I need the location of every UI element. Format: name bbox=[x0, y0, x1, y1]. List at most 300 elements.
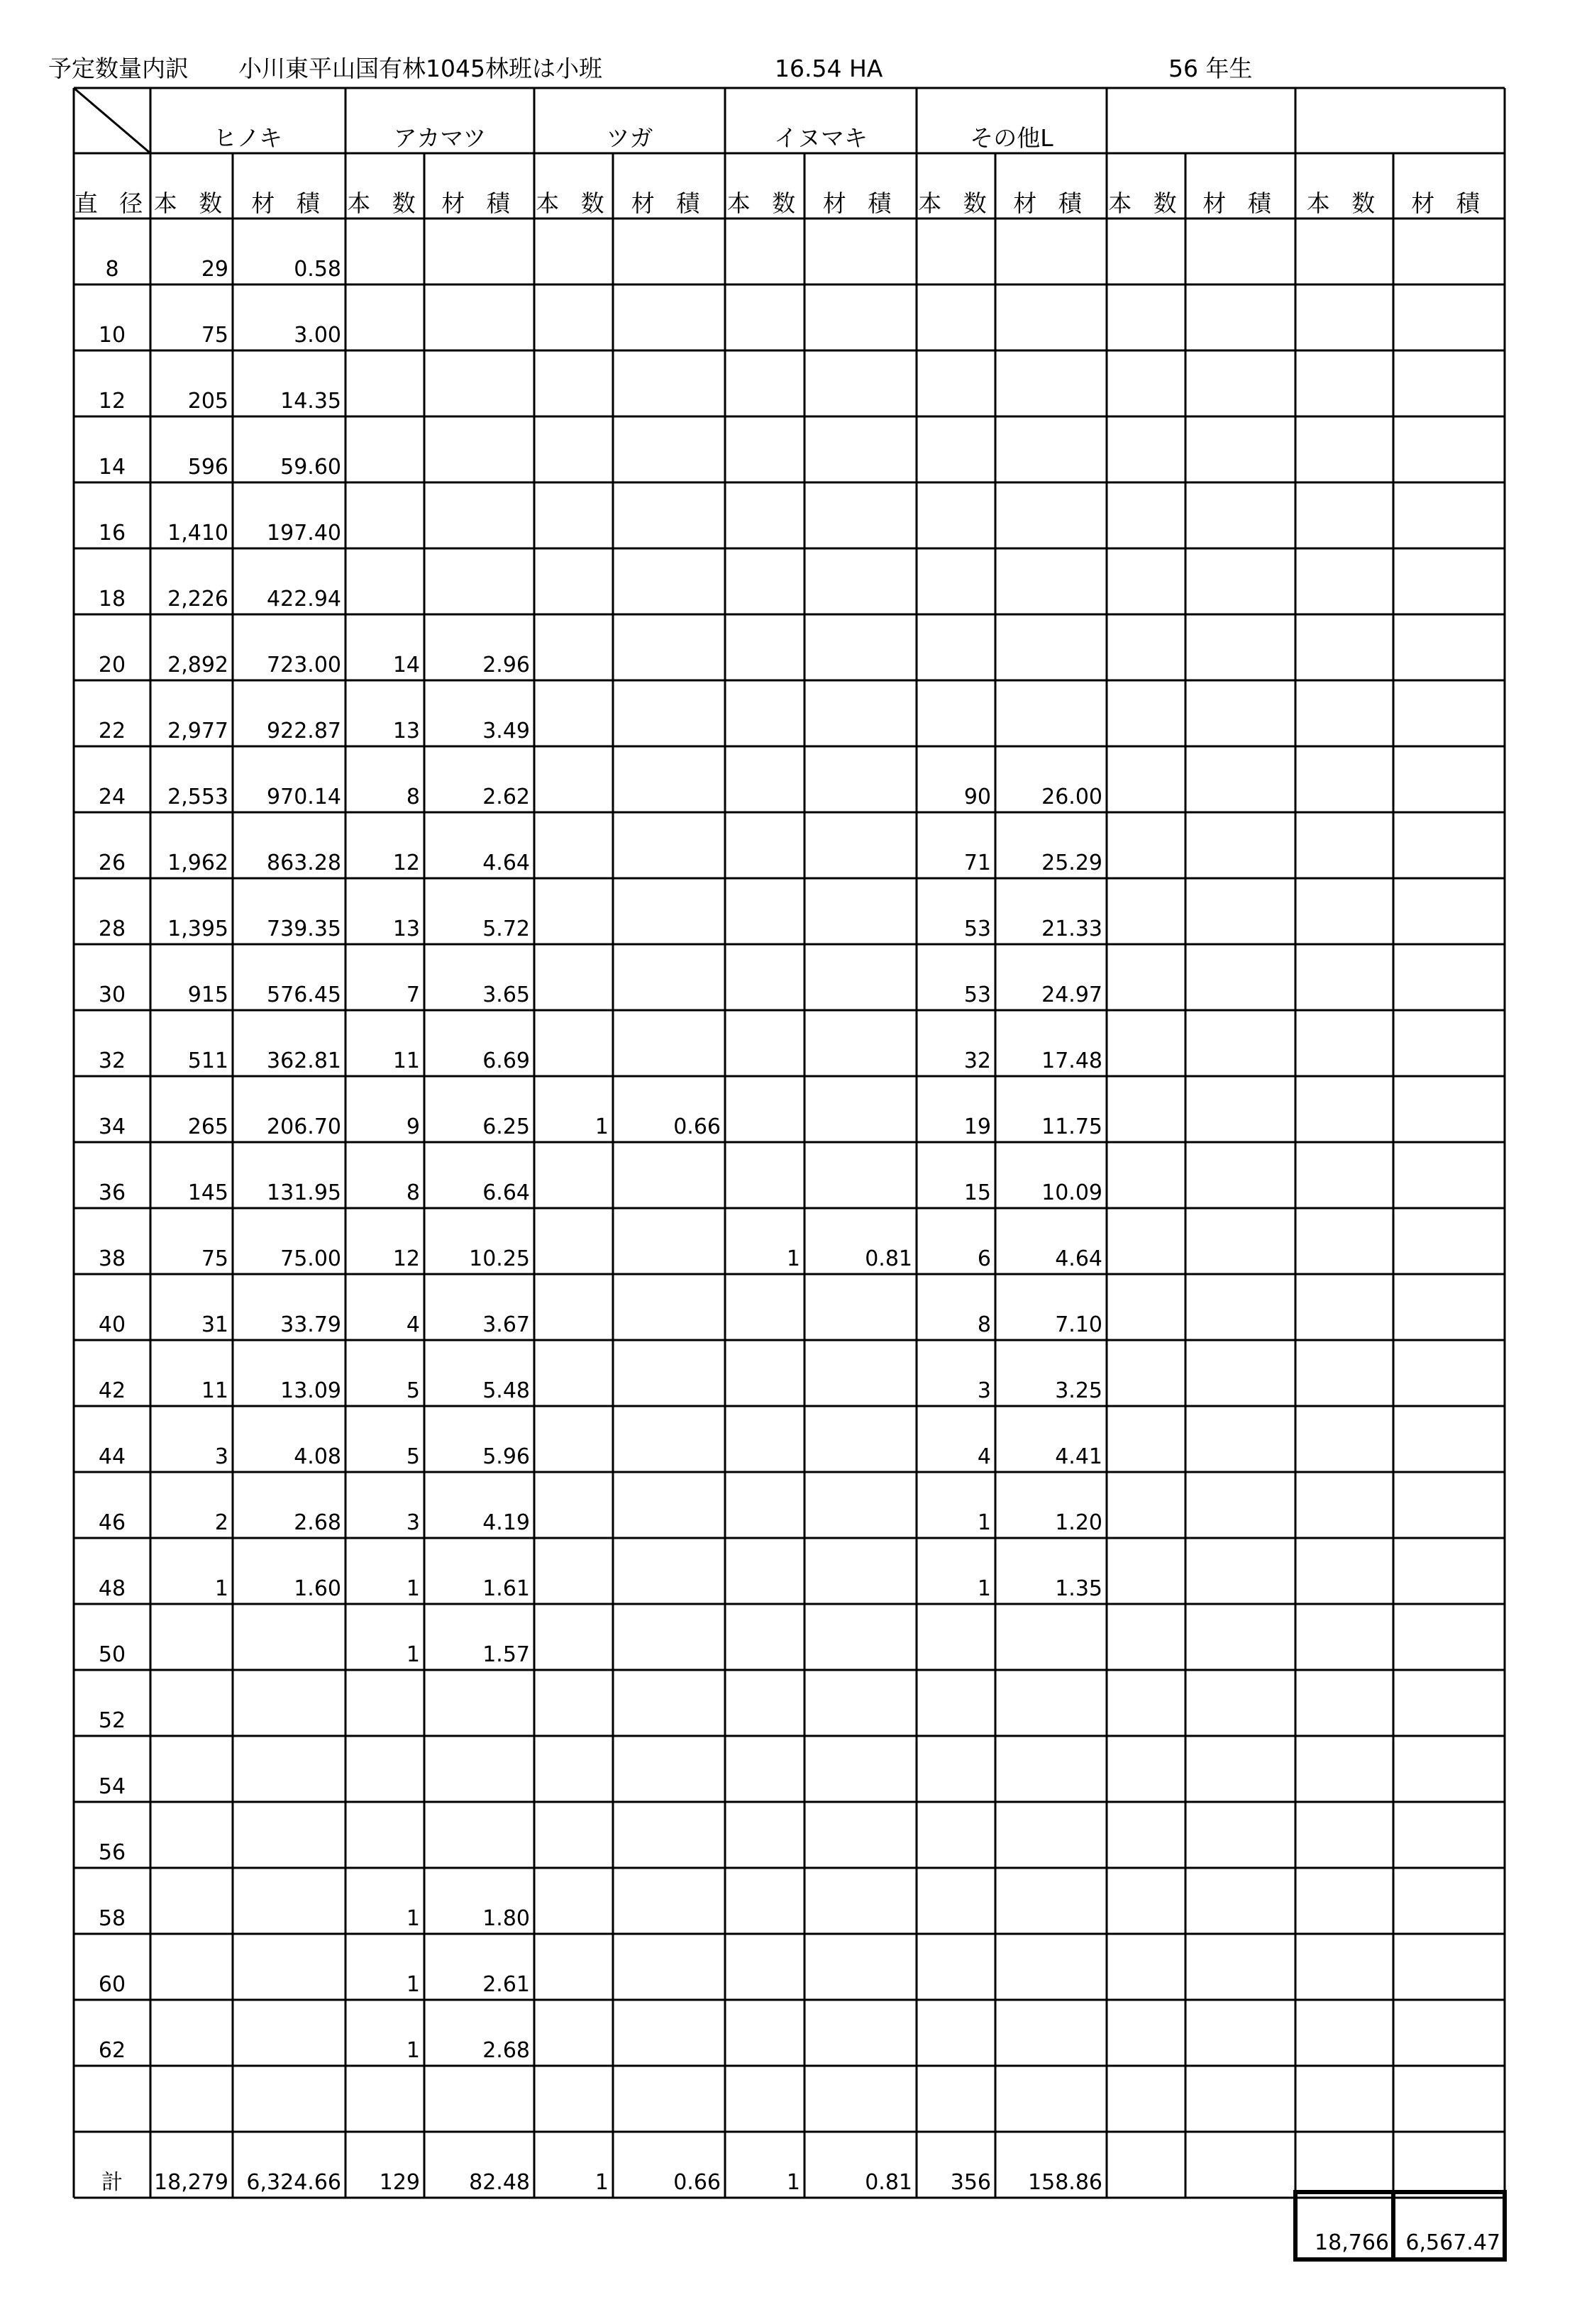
total-count-cell: 18,279 bbox=[154, 2170, 228, 2195]
volume-cell bbox=[1393, 416, 1505, 482]
count-cell bbox=[1107, 680, 1185, 746]
count-cell: 12 bbox=[392, 1246, 420, 1271]
count-cell: 15 bbox=[963, 1180, 991, 1205]
count-cell bbox=[534, 284, 613, 350]
volume-cell bbox=[613, 1208, 725, 1274]
volume-cell bbox=[995, 1868, 1107, 1934]
volume-cell bbox=[1393, 1076, 1505, 1142]
volume-cell bbox=[1185, 2066, 1295, 2132]
count-cell bbox=[1295, 746, 1393, 812]
count-cell bbox=[150, 1868, 233, 1934]
diameter-cell: 32 bbox=[98, 1048, 126, 1073]
count-cell bbox=[917, 218, 995, 284]
count-cell bbox=[725, 1934, 804, 2000]
count-cell bbox=[1107, 1868, 1185, 1934]
count-cell: 31 bbox=[201, 1312, 228, 1337]
count-cell bbox=[534, 1670, 613, 1736]
count-cell: 71 bbox=[963, 851, 991, 875]
grand-total-volume: 6,567.47 bbox=[1405, 2230, 1500, 2255]
volume-cell bbox=[804, 1076, 917, 1142]
count-cell bbox=[1107, 2066, 1185, 2132]
volume-cell bbox=[613, 1868, 725, 1934]
diameter-cell: 14 bbox=[98, 455, 126, 480]
diameter-cell: 12 bbox=[98, 389, 126, 414]
volume-cell bbox=[613, 1340, 725, 1406]
count-cell: 3 bbox=[977, 1378, 991, 1403]
volume-cell: 1.35 bbox=[1055, 1576, 1102, 1601]
volume-cell bbox=[804, 1670, 917, 1736]
volume-cell: 922.87 bbox=[267, 719, 341, 743]
volume-cell bbox=[804, 1010, 917, 1076]
volume-cell bbox=[804, 614, 917, 680]
count-cell bbox=[917, 1604, 995, 1670]
volume-cell bbox=[1393, 1802, 1505, 1868]
count-cell bbox=[1107, 218, 1185, 284]
count-cell bbox=[917, 416, 995, 482]
diameter-cell: 44 bbox=[98, 1444, 126, 1469]
volume-cell bbox=[424, 548, 534, 614]
diameter-cell: 60 bbox=[98, 1972, 126, 1997]
species-header: イヌマキ bbox=[774, 124, 868, 152]
volume-cell bbox=[995, 284, 1107, 350]
count-header: 本 数 bbox=[918, 189, 994, 217]
volume-cell: 422.94 bbox=[267, 587, 341, 612]
volume-header: 材 積 bbox=[1202, 189, 1278, 217]
volume-cell bbox=[1393, 218, 1505, 284]
volume-cell bbox=[995, 482, 1107, 548]
count-cell bbox=[150, 1670, 233, 1736]
count-cell: 2,892 bbox=[167, 653, 228, 677]
volume-cell: 7.10 bbox=[1055, 1312, 1102, 1337]
volume-cell bbox=[995, 1604, 1107, 1670]
count-cell bbox=[1295, 1406, 1393, 1472]
volume-cell bbox=[424, 2066, 534, 2132]
count-cell bbox=[725, 2000, 804, 2066]
count-cell bbox=[1295, 548, 1393, 614]
volume-cell bbox=[1393, 1142, 1505, 1208]
volume-cell bbox=[424, 284, 534, 350]
count-cell: 2 bbox=[214, 1510, 228, 1535]
volume-cell: 863.28 bbox=[267, 851, 341, 875]
total-count-cell: 1 bbox=[786, 2170, 800, 2195]
volume-cell bbox=[424, 218, 534, 284]
count-cell bbox=[917, 1670, 995, 1736]
count-cell bbox=[725, 2066, 804, 2132]
volume-cell: 197.40 bbox=[267, 521, 341, 546]
volume-cell bbox=[1393, 1472, 1505, 1538]
volume-cell bbox=[613, 1604, 725, 1670]
volume-cell bbox=[1185, 1670, 1295, 1736]
diameter-cell: 34 bbox=[98, 1114, 126, 1139]
count-cell: 11 bbox=[201, 1378, 228, 1403]
volume-cell: 1.20 bbox=[1055, 1510, 1102, 1535]
count-cell: 205 bbox=[187, 389, 228, 414]
count-cell bbox=[725, 350, 804, 416]
volume-cell bbox=[1393, 614, 1505, 680]
volume-header: 材 積 bbox=[441, 189, 517, 217]
count-header: 本 数 bbox=[536, 189, 612, 217]
volume-cell bbox=[613, 878, 725, 944]
count-cell bbox=[725, 1010, 804, 1076]
count-cell: 265 bbox=[187, 1114, 228, 1139]
volume-cell: 2.62 bbox=[482, 785, 530, 809]
volume-cell bbox=[233, 1736, 345, 1802]
count-cell bbox=[345, 416, 424, 482]
count-cell: 75 bbox=[201, 1246, 228, 1271]
count-cell bbox=[917, 2000, 995, 2066]
volume-cell bbox=[1185, 2000, 1295, 2066]
volume-cell: 4.41 bbox=[1055, 1444, 1102, 1469]
count-cell bbox=[1295, 1340, 1393, 1406]
count-cell bbox=[1107, 746, 1185, 812]
count-cell: 1 bbox=[214, 1576, 228, 1601]
volume-cell bbox=[1393, 1670, 1505, 1736]
count-cell bbox=[345, 1670, 424, 1736]
volume-cell bbox=[1185, 878, 1295, 944]
count-cell: 4 bbox=[406, 1312, 420, 1337]
count-cell bbox=[1295, 1604, 1393, 1670]
volume-cell bbox=[804, 812, 917, 878]
volume-cell bbox=[1185, 416, 1295, 482]
count-cell bbox=[150, 2000, 233, 2066]
count-cell: 915 bbox=[187, 983, 228, 1007]
volume-cell: 1.60 bbox=[294, 1576, 341, 1601]
count-cell bbox=[917, 350, 995, 416]
count-header: 本 数 bbox=[1306, 189, 1383, 217]
count-cell: 7 bbox=[406, 983, 420, 1007]
diameter-cell: 28 bbox=[98, 917, 126, 941]
count-cell bbox=[345, 482, 424, 548]
count-cell bbox=[345, 2066, 424, 2132]
volume-cell bbox=[804, 482, 917, 548]
count-cell: 3 bbox=[406, 1510, 420, 1535]
volume-cell: 10.09 bbox=[1041, 1180, 1102, 1205]
count-cell bbox=[1107, 1208, 1185, 1274]
volume-cell: 206.70 bbox=[267, 1114, 341, 1139]
count-header: 本 数 bbox=[347, 189, 423, 217]
volume-cell: 2.61 bbox=[482, 1972, 530, 1997]
forest-location: 小川東平山国有林1045林班は小班 bbox=[238, 55, 602, 82]
stand-age: 56 年生 bbox=[1168, 55, 1253, 82]
volume-cell bbox=[1393, 1538, 1505, 1604]
count-cell bbox=[725, 1076, 804, 1142]
volume-cell bbox=[804, 878, 917, 944]
volume-cell: 131.95 bbox=[267, 1180, 341, 1205]
grand-total-count: 18,766 bbox=[1315, 2230, 1389, 2255]
volume-cell: 4.08 bbox=[294, 1444, 341, 1469]
volume-cell: 3.00 bbox=[294, 323, 341, 348]
volume-cell bbox=[1393, 680, 1505, 746]
count-cell bbox=[917, 548, 995, 614]
volume-cell bbox=[1393, 350, 1505, 416]
total-count-cell: 356 bbox=[950, 2170, 991, 2195]
diameter-cell: 58 bbox=[98, 1906, 126, 1931]
volume-cell bbox=[613, 812, 725, 878]
diameter-cell: 36 bbox=[98, 1180, 126, 1205]
volume-cell bbox=[424, 1802, 534, 1868]
count-cell: 1 bbox=[594, 1114, 609, 1139]
count-cell bbox=[534, 680, 613, 746]
count-cell bbox=[534, 1736, 613, 1802]
volume-cell bbox=[1185, 1274, 1295, 1340]
volume-cell bbox=[804, 1142, 917, 1208]
count-cell bbox=[1295, 1472, 1393, 1538]
count-cell bbox=[725, 1472, 804, 1538]
total-count-cell bbox=[1295, 2132, 1393, 2198]
volume-cell bbox=[804, 2066, 917, 2132]
volume-cell bbox=[804, 1538, 917, 1604]
count-cell bbox=[1295, 1670, 1393, 1736]
volume-cell bbox=[613, 218, 725, 284]
count-cell bbox=[1107, 614, 1185, 680]
count-cell: 1 bbox=[406, 1906, 420, 1931]
volume-cell bbox=[1393, 746, 1505, 812]
volume-cell bbox=[804, 416, 917, 482]
volume-cell bbox=[995, 548, 1107, 614]
volume-cell bbox=[1393, 878, 1505, 944]
volume-header: 材 積 bbox=[631, 189, 707, 217]
count-cell bbox=[917, 680, 995, 746]
count-cell bbox=[534, 1802, 613, 1868]
volume-cell bbox=[613, 350, 725, 416]
total-volume-cell: 158.86 bbox=[1028, 2170, 1102, 2195]
volume-header: 材 積 bbox=[251, 189, 327, 217]
count-cell bbox=[917, 482, 995, 548]
count-cell: 1 bbox=[406, 1642, 420, 1667]
volume-cell: 576.45 bbox=[267, 983, 341, 1007]
count-cell: 13 bbox=[392, 719, 420, 743]
count-cell bbox=[1295, 878, 1393, 944]
diameter-cell: 22 bbox=[98, 719, 126, 743]
total-count-cell: 129 bbox=[379, 2170, 420, 2195]
volume-cell bbox=[1393, 1868, 1505, 1934]
count-cell: 1,962 bbox=[167, 851, 228, 875]
count-cell bbox=[917, 284, 995, 350]
count-cell bbox=[1295, 350, 1393, 416]
volume-cell bbox=[995, 218, 1107, 284]
volume-cell bbox=[995, 350, 1107, 416]
volume-cell bbox=[613, 1736, 725, 1802]
document-title: 予定数量内訳 bbox=[48, 55, 189, 82]
volume-cell bbox=[613, 1538, 725, 1604]
volume-cell bbox=[424, 350, 534, 416]
count-cell: 6 bbox=[977, 1246, 991, 1271]
volume-cell bbox=[995, 1670, 1107, 1736]
count-cell: 1,395 bbox=[167, 917, 228, 941]
total-volume-cell bbox=[1185, 2132, 1295, 2198]
count-cell: 1 bbox=[406, 2038, 420, 2063]
count-cell: 5 bbox=[406, 1378, 420, 1403]
volume-cell: 4.19 bbox=[482, 1510, 530, 1535]
count-cell bbox=[1295, 1076, 1393, 1142]
volume-cell: 2.68 bbox=[294, 1510, 341, 1535]
diameter-cell: 30 bbox=[98, 983, 126, 1007]
total-count-cell bbox=[1107, 2132, 1185, 2198]
count-cell: 2,553 bbox=[167, 785, 228, 809]
count-cell bbox=[345, 1736, 424, 1802]
volume-cell: 24.97 bbox=[1041, 983, 1102, 1007]
count-cell bbox=[1107, 878, 1185, 944]
volume-cell: 0.81 bbox=[865, 1246, 912, 1271]
volume-cell: 33.79 bbox=[280, 1312, 341, 1337]
count-cell bbox=[534, 614, 613, 680]
volume-cell bbox=[1185, 1340, 1295, 1406]
volume-cell bbox=[424, 1736, 534, 1802]
volume-cell: 21.33 bbox=[1041, 917, 1102, 941]
count-cell bbox=[1107, 1472, 1185, 1538]
volume-cell bbox=[804, 284, 917, 350]
diameter-cell: 20 bbox=[98, 653, 126, 677]
volume-cell: 26.00 bbox=[1041, 785, 1102, 809]
volume-cell bbox=[804, 2000, 917, 2066]
count-cell: 1 bbox=[406, 1576, 420, 1601]
volume-cell bbox=[804, 350, 917, 416]
volume-cell bbox=[613, 416, 725, 482]
count-cell bbox=[150, 1802, 233, 1868]
count-cell bbox=[534, 1604, 613, 1670]
diameter-cell: 26 bbox=[98, 851, 126, 875]
count-cell bbox=[534, 1934, 613, 2000]
count-cell bbox=[534, 1208, 613, 1274]
volume-cell: 1.61 bbox=[482, 1576, 530, 1601]
count-cell bbox=[1107, 350, 1185, 416]
volume-cell bbox=[1185, 1472, 1295, 1538]
count-cell bbox=[1107, 1802, 1185, 1868]
volume-cell bbox=[995, 1802, 1107, 1868]
count-cell bbox=[725, 1340, 804, 1406]
count-cell bbox=[534, 1274, 613, 1340]
count-cell bbox=[917, 1802, 995, 1868]
volume-cell bbox=[804, 1406, 917, 1472]
count-cell: 90 bbox=[963, 785, 991, 809]
volume-cell bbox=[233, 1670, 345, 1736]
count-cell bbox=[725, 878, 804, 944]
volume-cell: 5.96 bbox=[482, 1444, 530, 1469]
count-cell bbox=[345, 1802, 424, 1868]
volume-cell bbox=[1393, 1010, 1505, 1076]
count-cell bbox=[534, 548, 613, 614]
diameter-cell: 10 bbox=[98, 323, 126, 348]
volume-cell bbox=[424, 416, 534, 482]
volume-cell bbox=[1185, 1604, 1295, 1670]
volume-cell: 3.65 bbox=[482, 983, 530, 1007]
count-cell bbox=[534, 1010, 613, 1076]
volume-cell bbox=[613, 2066, 725, 2132]
volume-cell bbox=[1185, 1406, 1295, 1472]
volume-cell bbox=[613, 680, 725, 746]
volume-cell bbox=[1185, 1934, 1295, 2000]
volume-cell: 25.29 bbox=[1041, 851, 1102, 875]
count-cell bbox=[1107, 1010, 1185, 1076]
count-cell: 8 bbox=[406, 785, 420, 809]
volume-cell bbox=[1185, 218, 1295, 284]
volume-cell bbox=[804, 680, 917, 746]
count-cell bbox=[1107, 1406, 1185, 1472]
corner-diagonal-line bbox=[74, 88, 150, 153]
count-cell bbox=[917, 2066, 995, 2132]
count-cell bbox=[150, 1736, 233, 1802]
count-cell bbox=[1295, 1868, 1393, 1934]
volume-cell bbox=[613, 1142, 725, 1208]
volume-cell bbox=[1393, 284, 1505, 350]
count-cell bbox=[1107, 1934, 1185, 2000]
count-cell bbox=[917, 1934, 995, 2000]
volume-cell bbox=[1393, 2000, 1505, 2066]
count-cell bbox=[1295, 812, 1393, 878]
volume-cell bbox=[613, 1406, 725, 1472]
volume-cell: 14.35 bbox=[280, 389, 341, 414]
volume-cell bbox=[1185, 1076, 1295, 1142]
volume-header: 材 積 bbox=[1013, 189, 1089, 217]
volume-cell bbox=[1185, 1142, 1295, 1208]
volume-cell bbox=[804, 944, 917, 1010]
diameter-cell: 18 bbox=[98, 587, 126, 612]
volume-cell bbox=[613, 284, 725, 350]
count-cell bbox=[150, 1604, 233, 1670]
count-cell bbox=[1295, 284, 1393, 350]
volume-cell bbox=[1393, 812, 1505, 878]
count-cell bbox=[725, 614, 804, 680]
count-cell bbox=[1107, 1076, 1185, 1142]
volume-cell: 3.49 bbox=[482, 719, 530, 743]
count-cell bbox=[1107, 482, 1185, 548]
volume-cell bbox=[613, 1472, 725, 1538]
volume-cell bbox=[804, 1604, 917, 1670]
count-cell bbox=[1107, 812, 1185, 878]
count-cell bbox=[534, 218, 613, 284]
volume-cell: 11.75 bbox=[1041, 1114, 1102, 1139]
volume-cell bbox=[1185, 284, 1295, 350]
volume-cell bbox=[613, 944, 725, 1010]
count-cell bbox=[534, 416, 613, 482]
total-label: 計 bbox=[101, 2170, 123, 2195]
count-cell: 1 bbox=[977, 1510, 991, 1535]
volume-cell bbox=[804, 1802, 917, 1868]
count-cell bbox=[1295, 2000, 1393, 2066]
volume-cell bbox=[613, 1934, 725, 2000]
volume-cell bbox=[424, 1670, 534, 1736]
count-cell bbox=[534, 746, 613, 812]
volume-cell: 10.25 bbox=[469, 1246, 530, 1271]
volume-cell bbox=[613, 1670, 725, 1736]
volume-cell bbox=[233, 1604, 345, 1670]
count-cell bbox=[1107, 284, 1185, 350]
count-cell bbox=[345, 548, 424, 614]
volume-cell bbox=[804, 1868, 917, 1934]
species-header bbox=[1295, 88, 1505, 154]
count-cell bbox=[725, 1142, 804, 1208]
count-cell bbox=[1107, 2000, 1185, 2066]
count-cell bbox=[725, 812, 804, 878]
diameter-cell: 38 bbox=[98, 1246, 126, 1271]
count-cell bbox=[1295, 1010, 1393, 1076]
count-cell bbox=[1295, 1736, 1393, 1802]
count-cell bbox=[1295, 1274, 1393, 1340]
volume-cell: 4.64 bbox=[482, 851, 530, 875]
count-cell bbox=[534, 1406, 613, 1472]
count-cell bbox=[1295, 416, 1393, 482]
volume-cell bbox=[804, 1934, 917, 2000]
volume-cell bbox=[1185, 482, 1295, 548]
count-cell bbox=[1295, 1538, 1393, 1604]
volume-cell bbox=[1185, 1010, 1295, 1076]
count-cell: 145 bbox=[187, 1180, 228, 1205]
diameter-cell: 8 bbox=[105, 257, 119, 282]
count-cell bbox=[345, 218, 424, 284]
volume-cell: 2.96 bbox=[482, 653, 530, 677]
volume-cell bbox=[1185, 812, 1295, 878]
volume-cell bbox=[804, 1736, 917, 1802]
